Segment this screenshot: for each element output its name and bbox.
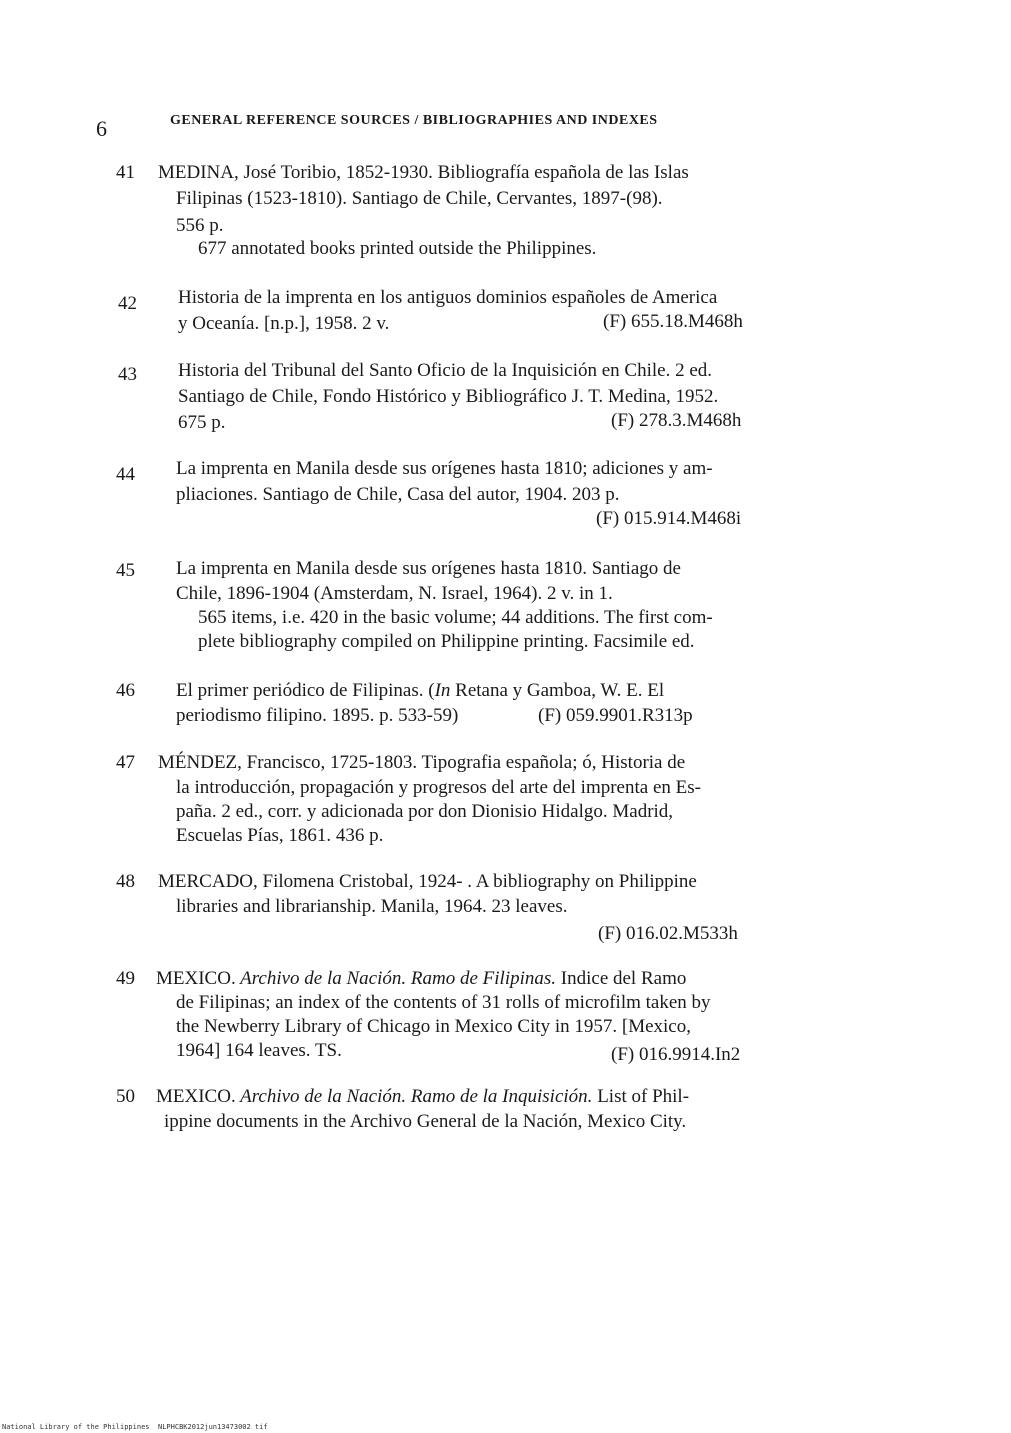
call-number: (F) 015.914.M468i (596, 508, 742, 529)
entry-line: the Newberry Library of Chicago in Mexico City in 1957. [Mexico, (176, 1016, 691, 1037)
entry-line (176, 678, 664, 703)
entry-text: List of Phil- (592, 1086, 690, 1107)
entry-number: 48 (116, 871, 135, 892)
entry-number: 41 (116, 162, 135, 183)
entry-text: Francisco, 1725-1803. Tipografia española; ó, Historia de (241, 752, 686, 773)
entry-number: 44 (116, 464, 135, 485)
entry-line: la introducción, propagación y progresos del arte del imprenta en Es- (176, 777, 701, 798)
entry-text: Filomena Cristobal, 1924- . A bibliography on Philippine (257, 871, 697, 892)
call-number: (F) 016.02.M533h (598, 923, 738, 944)
author-name: MÉNDEZ, (158, 752, 242, 773)
entry-line: Historia del Tribunal del Santo Oficio de la Inquisición en Chile. 2 ed. (178, 360, 713, 381)
annotation-line: 565 items, i.e. 420 in the basic volume; 44 additions. The first com- (198, 607, 713, 628)
entry-line: pliaciones. Santiago de Chile, Casa del autor, 1904. 203 p. (176, 484, 620, 505)
call-number: (F) 655.18.M468h (603, 311, 743, 332)
page-number: 6 (96, 116, 107, 141)
footer-filename: NLPHCBK2012jun13473002 tif (158, 1423, 268, 1431)
entry-line: La imprenta en Manila desde sus orígenes hasta 1810. Santiago de (176, 558, 681, 579)
entry-line: Santiago de Chile, Fondo Histórico y Bibliográfico J. T. Medina, 1952. (178, 386, 719, 407)
annotation-line: 677 annotated books printed outside the Philippines. (198, 238, 597, 259)
footer-source: National Library of the Philippines (2, 1423, 150, 1431)
entry-line: 556 p. (176, 215, 224, 236)
entry-line: paña. 2 ed., corr. y adicionada por don Dionisio Hidalgo. Madrid, (176, 801, 674, 822)
entry-text-italic: In (434, 680, 451, 701)
entry-text: Retana y Gamboa, W. E. El (450, 680, 665, 701)
running-head: GENERAL REFERENCE SOURCES / BIBLIOGRAPHIES AND INDEXES (170, 113, 658, 128)
annotation-line: plete bibliography compiled on Philippine printing. Facsimile ed. (198, 631, 695, 652)
entry-line (158, 750, 685, 775)
entry-line: periodismo filipino. 1895. p. 533-59) (176, 705, 459, 726)
call-number: (F) 059.9901.R313p (538, 705, 693, 726)
entry-line: Chile, 1896-1904 (Amsterdam, N. Israel, 1964). 2 v. in 1. (176, 583, 613, 604)
entry-line: de Filipinas; an index of the contents of 31 rolls of microfilm taken by (176, 992, 711, 1013)
entry-line: libraries and librarianship. Manila, 1964. 23 leaves. (176, 896, 568, 917)
entry-line: Historia de la imprenta en los antiguos dominios españoles de America (178, 287, 718, 308)
author-name: MEXICO. (156, 1086, 236, 1107)
entry-line: Escuelas Pías, 1861. 436 p. (176, 825, 384, 846)
entry-line (156, 1084, 689, 1109)
entry-line: La imprenta en Manila desde sus orígenes hasta 1810; adiciones y am- (176, 458, 713, 479)
call-number: (F) 278.3.M468h (611, 410, 742, 431)
entry-line (158, 869, 697, 894)
entry-number: 46 (116, 680, 135, 701)
entry-title-italic: Archivo de la Nación. Ramo de la Inquisición. (235, 1086, 593, 1107)
entry-number: 49 (116, 968, 135, 989)
entry-line (158, 160, 689, 185)
entry-number: 50 (116, 1086, 135, 1107)
entry-number: 45 (116, 560, 135, 581)
entry-text: Indice del Ramo (556, 968, 687, 989)
entry-text: El primer periódico de Filipinas. ( (176, 680, 435, 701)
author-name: MERCADO, (158, 871, 258, 892)
entry-text: José Toribio, 1852-1930. Bibliografía española de las Islas (238, 162, 689, 183)
entry-line: 1964] 164 leaves. TS. (176, 1040, 342, 1061)
author-name: MEDINA, (158, 162, 239, 183)
author-name: MEXICO. (156, 968, 236, 989)
entry-line: 675 p. (178, 412, 226, 433)
entry-line: Filipinas (1523-1810). Santiago de Chile, Cervantes, 1897-(98). (176, 188, 663, 209)
entry-line (156, 966, 686, 991)
entry-title-italic: Archivo de la Nación. Ramo de Filipinas. (235, 968, 557, 989)
entry-line: ippine documents in the Archivo General de la Nación, Mexico City. (164, 1111, 687, 1132)
entry-line: y Oceanía. [n.p.], 1958. 2 v. (178, 313, 390, 334)
entry-number: 47 (116, 752, 135, 773)
entry-number: 42 (118, 293, 137, 314)
call-number: (F) 016.9914.In2 (611, 1044, 741, 1065)
entry-number: 43 (118, 364, 137, 385)
